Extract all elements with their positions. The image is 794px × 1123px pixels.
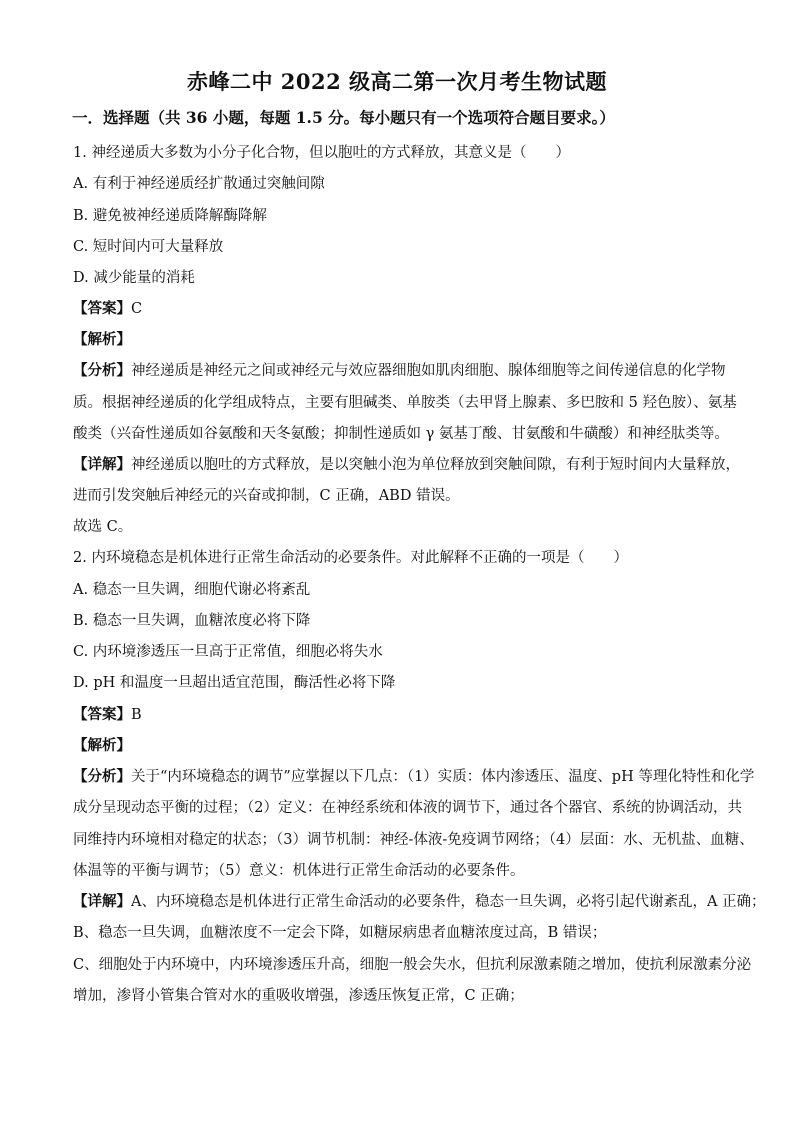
xiangjie-tag: 【详解】 bbox=[73, 456, 131, 473]
question-1-option-b: B. 避免被神经递质降解酶降解 bbox=[73, 208, 267, 224]
xiangjie-tag: 【详解】 bbox=[73, 893, 131, 910]
xiangjie-text: A、内环境稳态是机体进行正常生命活动的必要条件，稳态一旦失调，必将引起代谢紊乱，A 正确； bbox=[131, 894, 766, 910]
question-2-option-c: C. 内环境渗透压一旦高于正常值，细胞必将失水 bbox=[73, 644, 383, 660]
fenxi-tag: 【分析】 bbox=[73, 768, 131, 785]
question-2-xiangjie-line: B、稳态一旦失调，血糖浓度不一定会下降，如糖尿病患者血糖浓度过高，B 错误； bbox=[73, 925, 607, 941]
answer-value: C bbox=[131, 301, 143, 317]
answer-tag: 【答案】 bbox=[73, 706, 131, 723]
question-1-fenxi-line bbox=[73, 359, 725, 380]
question-1-analysis-tag: 【解析】 bbox=[73, 331, 131, 348]
answer-value: B bbox=[131, 707, 142, 723]
question-1-conclusion: 故选 C。 bbox=[73, 519, 133, 535]
fenxi-tag: 【分析】 bbox=[73, 362, 131, 379]
question-1-option-c: C. 短时间内可大量释放 bbox=[73, 239, 224, 255]
question-2-option-a: A. 稳态一旦失调，细胞代谢必将紊乱 bbox=[73, 582, 311, 598]
question-2-fenxi-line: 成分呈现动态平衡的过程；（2）定义：在神经系统和体液的调节下，通过各个器官、系统的协调活动，共 bbox=[73, 800, 742, 816]
question-2-option-b: B. 稳态一旦失调，血糖浓度必将下降 bbox=[73, 613, 311, 629]
fenxi-text: 关于“内环境稳态的调节”应掌握以下几点：（1）实质：体内渗透压、温度、pH 等理化特性和化学 bbox=[131, 769, 755, 785]
question-2-answer bbox=[73, 703, 725, 724]
question-2-analysis-tag: 【解析】 bbox=[73, 737, 131, 754]
question-1-fenxi-line: 酸类（兴奋性递质如谷氨酸和天冬氨酸；抑制性递质如 γ 氨基丁酸、甘氨酸和牛磺酸）和神经肽类等。 bbox=[73, 426, 729, 442]
question-1-fenxi-line: 质。根据神经递质的化学组成特点，主要有胆碱类、单胺类（去甲肾上腺素、多巴胺和 5 羟色胺）、氨基 bbox=[73, 395, 737, 411]
question-2-fenxi-line: 体温等的平衡与调节；（5）意义：机体进行正常生命活动的必要条件。 bbox=[73, 863, 525, 879]
question-1-xiangjie-line bbox=[73, 453, 740, 474]
question-2-fenxi-line bbox=[73, 765, 755, 786]
section-header: 一．选择题（共 36 小题，每题 1.5 分。每小题只有一个选项符合题目要求。） bbox=[72, 108, 615, 127]
xiangjie-text: 神经递质以胞吐的方式释放，是以突触小泡为单位释放到突触间隙，有利于短时间内大量释放， bbox=[131, 457, 740, 473]
answer-tag: 【答案】 bbox=[73, 300, 131, 317]
question-2-option-d: D. pH 和温度一旦超出适宜范围，酶活性必将下降 bbox=[73, 675, 396, 691]
fenxi-text: 神经递质是神经元之间或神经元与效应器细胞如肌肉细胞、腺体细胞等之间传递信息的化学物 bbox=[131, 363, 726, 379]
question-2-xiangjie-line: C、细胞处于内环境中，内环境渗透压升高，细胞一般会失水，但抗利尿激素随之增加，使抗利尿激素分泌 bbox=[73, 957, 752, 973]
question-2-stem: 2. 内环境稳态是机体进行正常生命活动的必要条件。对此解释不正确的一项是（ ） bbox=[73, 550, 628, 566]
question-2-xiangjie-line bbox=[73, 890, 766, 911]
question-2-xiangjie-line: 增加，渗肾小管集合管对水的重吸收增强，渗透压恢复正常，C 正确； bbox=[73, 988, 524, 1004]
question-1-stem: 1. 神经递质大多数为小分子化合物，但以胞吐的方式释放，其意义是（ ） bbox=[73, 145, 570, 161]
question-1-answer bbox=[73, 297, 725, 318]
question-1-option-a: A. 有利于神经递质经扩散通过突触间隙 bbox=[73, 176, 325, 192]
page-title: 赤峰二中 2022 级高二第一次月考生物试题 bbox=[186, 69, 608, 94]
question-1-xiangjie-line: 进而引发突触后神经元的兴奋或抑制，C 正确，ABD 错误。 bbox=[73, 488, 460, 504]
question-1-option-d: D. 减少能量的消耗 bbox=[73, 270, 195, 286]
question-2-fenxi-line: 同维持内环境相对稳定的状态；（3）调节机制：神经-体液-免疫调节网络；（4）层面：水、无机盐、血糖、 bbox=[73, 832, 754, 848]
